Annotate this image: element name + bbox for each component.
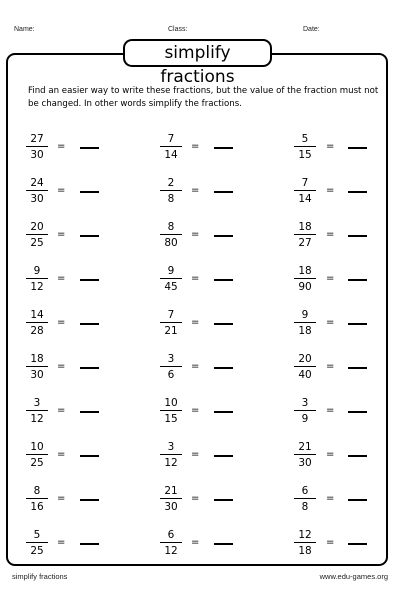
answer-blank[interactable] bbox=[80, 279, 99, 281]
equals-sign: = bbox=[191, 185, 200, 196]
equals-sign: = bbox=[191, 361, 200, 372]
fraction-denominator: 30 bbox=[298, 457, 312, 469]
fraction-numerator: 7 bbox=[167, 133, 175, 145]
fraction-denominator: 15 bbox=[298, 149, 312, 161]
fraction-numerator: 24 bbox=[30, 177, 44, 189]
fraction-bar bbox=[160, 146, 182, 147]
fraction-denominator: 16 bbox=[30, 501, 44, 513]
fraction-numerator: 7 bbox=[167, 309, 175, 321]
answer-blank[interactable] bbox=[348, 235, 367, 237]
answer-blank[interactable] bbox=[214, 235, 233, 237]
fraction-denominator: 12 bbox=[30, 281, 44, 293]
name-label: Name: bbox=[14, 26, 35, 33]
fraction bbox=[26, 309, 48, 337]
fraction-denominator: 18 bbox=[298, 325, 312, 337]
answer-blank[interactable] bbox=[214, 411, 233, 413]
fraction-bar bbox=[26, 146, 48, 147]
equals-sign: = bbox=[191, 405, 200, 416]
answer-blank[interactable] bbox=[80, 499, 99, 501]
fraction bbox=[160, 353, 182, 381]
fraction-denominator: 14 bbox=[164, 149, 178, 161]
answer-blank[interactable] bbox=[214, 279, 233, 281]
equals-sign: = bbox=[57, 537, 66, 548]
fraction-bar bbox=[294, 498, 316, 499]
fraction-bar bbox=[26, 454, 48, 455]
equals-sign: = bbox=[57, 317, 66, 328]
equals-sign: = bbox=[191, 493, 200, 504]
fraction-numerator: 20 bbox=[30, 221, 44, 233]
fraction-bar bbox=[26, 234, 48, 235]
answer-blank[interactable] bbox=[80, 367, 99, 369]
fraction-denominator: 9 bbox=[301, 413, 309, 425]
fraction-numerator: 10 bbox=[164, 397, 178, 409]
fraction-bar bbox=[26, 322, 48, 323]
fraction bbox=[294, 177, 316, 205]
fraction bbox=[26, 177, 48, 205]
fraction-numerator: 3 bbox=[33, 397, 41, 409]
fraction-bar bbox=[160, 234, 182, 235]
fraction bbox=[160, 397, 182, 425]
equals-sign: = bbox=[326, 273, 335, 284]
equals-sign: = bbox=[57, 405, 66, 416]
equals-sign: = bbox=[57, 185, 66, 196]
fraction bbox=[160, 485, 182, 513]
answer-blank[interactable] bbox=[80, 191, 99, 193]
fraction-numerator: 18 bbox=[298, 265, 312, 277]
fraction-numerator: 21 bbox=[298, 441, 312, 453]
fraction-numerator: 10 bbox=[30, 441, 44, 453]
fraction-denominator: 25 bbox=[30, 237, 44, 249]
fraction-numerator: 6 bbox=[167, 529, 175, 541]
fraction-bar bbox=[160, 366, 182, 367]
equals-sign: = bbox=[191, 449, 200, 460]
fraction-numerator: 27 bbox=[30, 133, 44, 145]
fraction-numerator: 20 bbox=[298, 353, 312, 365]
fraction bbox=[26, 485, 48, 513]
fraction-bar bbox=[294, 190, 316, 191]
fraction-numerator: 18 bbox=[298, 221, 312, 233]
fraction-numerator: 3 bbox=[301, 397, 309, 409]
fraction bbox=[160, 265, 182, 293]
equals-sign: = bbox=[191, 273, 200, 284]
fraction-bar bbox=[294, 278, 316, 279]
fraction-denominator: 8 bbox=[301, 501, 309, 513]
fraction-denominator: 25 bbox=[30, 545, 44, 557]
fraction-numerator: 21 bbox=[164, 485, 178, 497]
fraction-denominator: 40 bbox=[298, 369, 312, 381]
fraction bbox=[160, 133, 182, 161]
fraction-denominator: 18 bbox=[298, 545, 312, 557]
equals-sign: = bbox=[57, 141, 66, 152]
fraction-denominator: 45 bbox=[164, 281, 178, 293]
equals-sign: = bbox=[326, 449, 335, 460]
fraction-numerator: 12 bbox=[298, 529, 312, 541]
equals-sign: = bbox=[57, 449, 66, 460]
equals-sign: = bbox=[57, 229, 66, 240]
equals-sign: = bbox=[191, 229, 200, 240]
fraction-bar bbox=[26, 410, 48, 411]
answer-blank[interactable] bbox=[348, 367, 367, 369]
fraction-bar bbox=[160, 190, 182, 191]
fraction bbox=[160, 221, 182, 249]
answer-blank[interactable] bbox=[348, 279, 367, 281]
fraction-denominator: 21 bbox=[164, 325, 178, 337]
fraction-numerator: 6 bbox=[301, 485, 309, 497]
fraction-numerator: 7 bbox=[301, 177, 309, 189]
answer-blank[interactable] bbox=[214, 499, 233, 501]
fraction bbox=[294, 529, 316, 557]
answer-blank[interactable] bbox=[348, 499, 367, 501]
fraction bbox=[26, 529, 48, 557]
fraction bbox=[294, 353, 316, 381]
answer-blank[interactable] bbox=[214, 455, 233, 457]
equals-sign: = bbox=[326, 185, 335, 196]
fraction-bar bbox=[294, 322, 316, 323]
worksheet-frame bbox=[6, 53, 388, 566]
answer-blank[interactable] bbox=[80, 323, 99, 325]
equals-sign: = bbox=[191, 537, 200, 548]
fraction-denominator: 12 bbox=[164, 545, 178, 557]
fraction-bar bbox=[160, 498, 182, 499]
footer-url: www.edu-games.org bbox=[319, 572, 388, 581]
answer-blank[interactable] bbox=[80, 543, 99, 545]
answer-blank[interactable] bbox=[348, 323, 367, 325]
answer-blank[interactable] bbox=[348, 191, 367, 193]
fraction-numerator: 9 bbox=[33, 265, 41, 277]
fraction-bar bbox=[160, 278, 182, 279]
fraction bbox=[294, 221, 316, 249]
fraction bbox=[26, 353, 48, 381]
fraction-bar bbox=[160, 542, 182, 543]
fraction-denominator: 12 bbox=[30, 413, 44, 425]
answer-blank[interactable] bbox=[214, 191, 233, 193]
fraction-bar bbox=[160, 410, 182, 411]
answer-blank[interactable] bbox=[348, 543, 367, 545]
answer-blank[interactable] bbox=[348, 147, 367, 149]
fraction-denominator: 30 bbox=[30, 193, 44, 205]
equals-sign: = bbox=[326, 361, 335, 372]
fraction-numerator: 2 bbox=[167, 177, 175, 189]
fraction-denominator: 12 bbox=[164, 457, 178, 469]
fraction bbox=[294, 309, 316, 337]
fraction-denominator: 27 bbox=[298, 237, 312, 249]
equals-sign: = bbox=[57, 273, 66, 284]
fraction-numerator: 3 bbox=[167, 353, 175, 365]
fraction-bar bbox=[294, 542, 316, 543]
fraction-numerator: 9 bbox=[301, 309, 309, 321]
fraction bbox=[160, 529, 182, 557]
fraction-numerator: 3 bbox=[167, 441, 175, 453]
fraction bbox=[294, 485, 316, 513]
answer-blank[interactable] bbox=[214, 543, 233, 545]
answer-blank[interactable] bbox=[214, 367, 233, 369]
footer-title: simplify fractions bbox=[12, 572, 68, 581]
equals-sign: = bbox=[326, 229, 335, 240]
fraction-bar bbox=[26, 190, 48, 191]
fraction bbox=[26, 397, 48, 425]
fraction-denominator: 15 bbox=[164, 413, 178, 425]
fraction-denominator: 25 bbox=[30, 457, 44, 469]
fraction-denominator: 6 bbox=[167, 369, 175, 381]
worksheet-title: simplify fractions bbox=[123, 39, 272, 67]
answer-blank[interactable] bbox=[348, 455, 367, 457]
answer-blank[interactable] bbox=[214, 147, 233, 149]
fraction-bar bbox=[26, 278, 48, 279]
fraction-bar bbox=[294, 146, 316, 147]
fraction-denominator: 30 bbox=[30, 149, 44, 161]
instructions-text: Find an easier way to write these fractions, but the value of the fraction must not be changed. In other words simplify the fractions. bbox=[28, 86, 379, 109]
fraction-bar bbox=[294, 234, 316, 235]
equals-sign: = bbox=[326, 493, 335, 504]
fraction-denominator: 80 bbox=[164, 237, 178, 249]
equals-sign: = bbox=[57, 493, 66, 504]
fraction-numerator: 18 bbox=[30, 353, 44, 365]
fraction bbox=[294, 265, 316, 293]
fraction bbox=[294, 397, 316, 425]
fraction-numerator: 8 bbox=[167, 221, 175, 233]
fraction-numerator: 5 bbox=[301, 133, 309, 145]
class-label: Class: bbox=[168, 26, 188, 33]
fraction-denominator: 8 bbox=[167, 193, 175, 205]
equals-sign: = bbox=[326, 317, 335, 328]
fraction bbox=[294, 441, 316, 469]
fraction-bar bbox=[26, 366, 48, 367]
equals-sign: = bbox=[191, 317, 200, 328]
answer-blank[interactable] bbox=[80, 147, 99, 149]
equals-sign: = bbox=[191, 141, 200, 152]
fraction bbox=[160, 441, 182, 469]
fraction-denominator: 90 bbox=[298, 281, 312, 293]
equals-sign: = bbox=[57, 361, 66, 372]
fraction-denominator: 14 bbox=[298, 193, 312, 205]
fraction bbox=[26, 221, 48, 249]
answer-blank[interactable] bbox=[348, 411, 367, 413]
fraction bbox=[26, 133, 48, 161]
fraction-denominator: 30 bbox=[30, 369, 44, 381]
fraction-bar bbox=[160, 454, 182, 455]
fraction-denominator: 28 bbox=[30, 325, 44, 337]
equals-sign: = bbox=[326, 405, 335, 416]
fraction-numerator: 8 bbox=[33, 485, 41, 497]
fraction-numerator: 5 bbox=[33, 529, 41, 541]
fraction-bar bbox=[294, 366, 316, 367]
equals-sign: = bbox=[326, 141, 335, 152]
fraction-numerator: 14 bbox=[30, 309, 44, 321]
equals-sign: = bbox=[326, 537, 335, 548]
answer-blank[interactable] bbox=[214, 323, 233, 325]
fraction-bar bbox=[160, 322, 182, 323]
fraction bbox=[160, 177, 182, 205]
date-label: Date: bbox=[303, 26, 320, 33]
fraction bbox=[160, 309, 182, 337]
answer-blank[interactable] bbox=[80, 411, 99, 413]
fraction-bar bbox=[26, 498, 48, 499]
fraction-denominator: 30 bbox=[164, 501, 178, 513]
fraction-bar bbox=[26, 542, 48, 543]
fraction bbox=[26, 265, 48, 293]
fraction-bar bbox=[294, 454, 316, 455]
fraction bbox=[294, 133, 316, 161]
answer-blank[interactable] bbox=[80, 235, 99, 237]
answer-blank[interactable] bbox=[80, 455, 99, 457]
fraction-numerator: 9 bbox=[167, 265, 175, 277]
fraction-bar bbox=[294, 410, 316, 411]
fraction bbox=[26, 441, 48, 469]
